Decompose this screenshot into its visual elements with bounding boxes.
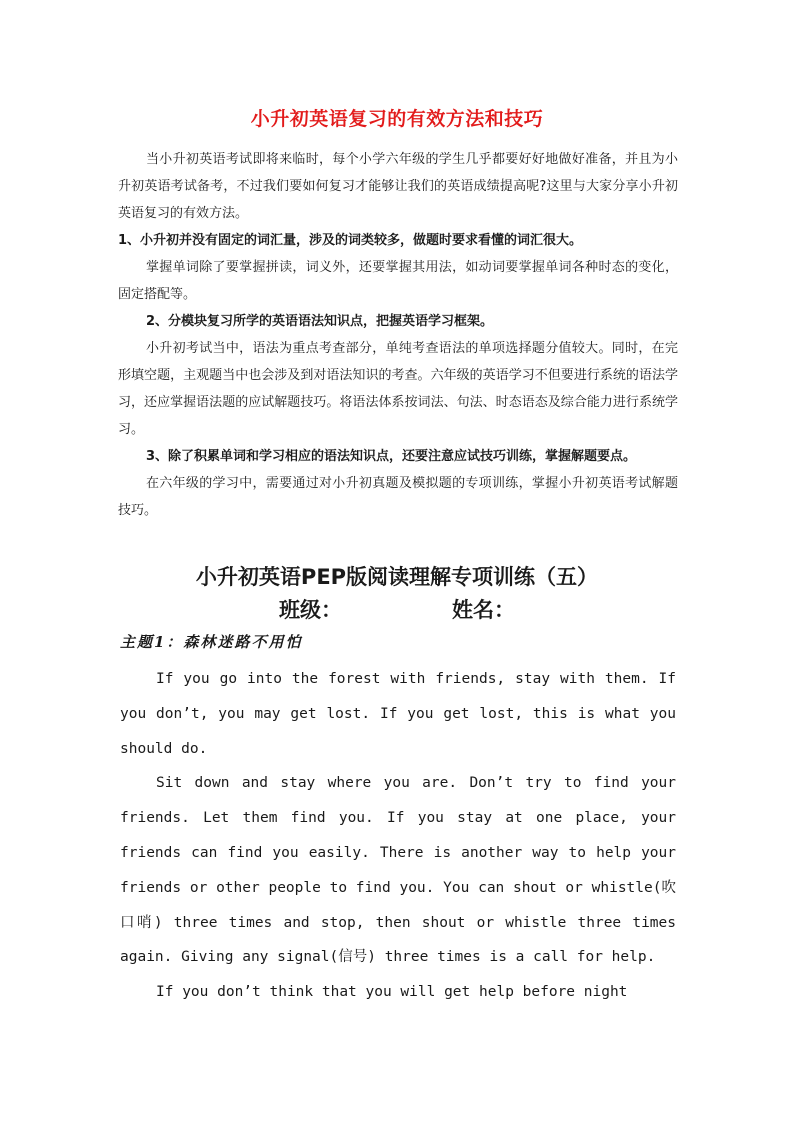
intro-paragraph: 当小升初英语考试即将来临时，每个小学六年级的学生几乎都要好好地做好准备，并且为小升初英语考试备考，不过我们要如何复习才能够让我们的英语成绩提高呢?这里与大家分享小升初英语复习的有效方法。 — [118, 152, 678, 221]
passage-paragraph-2: Sit down and stay where you are. Don’t try to find your friends. Let them find you. If you stay at one place, your friends can find you easily. There is another way to help your friends or other people to find you. You can shout or whistle(吹口哨) three times and stop, then shout or whistle three times again. Giving any signal(信号) three times is a call for help. — [120, 775, 676, 966]
passage-paragraph-3: If you don’t think that you will get help before night — [156, 984, 628, 1001]
intro-section — [118, 146, 678, 524]
class-label: 班级： — [279, 598, 342, 622]
topic-heading: 主题1：森林迷路不用怕 — [120, 633, 303, 651]
tip-paragraph-2: 小升初考试当中，语法为重点考查部分，单纯考查语法的单项选择题分值较大。同时，在完形填空题，主观题当中也会涉及到对语法知识的考查。六年级的英语学习不但要进行系统的语法学习，还应掌握语法题的应试解题技巧。将语法体系按词法、句法、时态语态及综合能力进行系统学习。 — [118, 341, 678, 437]
name-label: 姓名： — [452, 598, 515, 622]
article-title: 小升初英语复习的有效方法和技巧 — [250, 108, 544, 130]
exercise-title: 小升初英语PEP版阅读理解专项训练（五） — [195, 565, 599, 589]
tip-heading-1: 1、小升初并没有固定的词汇量，涉及的词类较多，做题时要求看懂的词汇很大。 — [118, 233, 583, 248]
tip-heading-2: 2、分模块复习所学的英语语法知识点，把握英语学习框架。 — [146, 314, 494, 329]
passage-paragraph-1: If you go into the forest with friends, stay with them. If you don’t, you may get lost. If you get lost, this is what you should do. — [120, 671, 676, 757]
reading-passage — [120, 662, 676, 1010]
tip-heading-3: 3、除了积累单词和学习相应的语法知识点，还要注意应试技巧训练，掌握解题要点。 — [146, 449, 637, 464]
tip-paragraph-1: 掌握单词除了要掌握拼读，词义外，还要掌握其用法，如动词要掌握单词各种时态的变化，固定搭配等。 — [118, 260, 678, 302]
tip-paragraph-3: 在六年级的学习中，需要通过对小升初真题及模拟题的专项训练，掌握小升初英语考试解题技巧。 — [118, 476, 678, 518]
student-info-line — [0, 595, 794, 625]
